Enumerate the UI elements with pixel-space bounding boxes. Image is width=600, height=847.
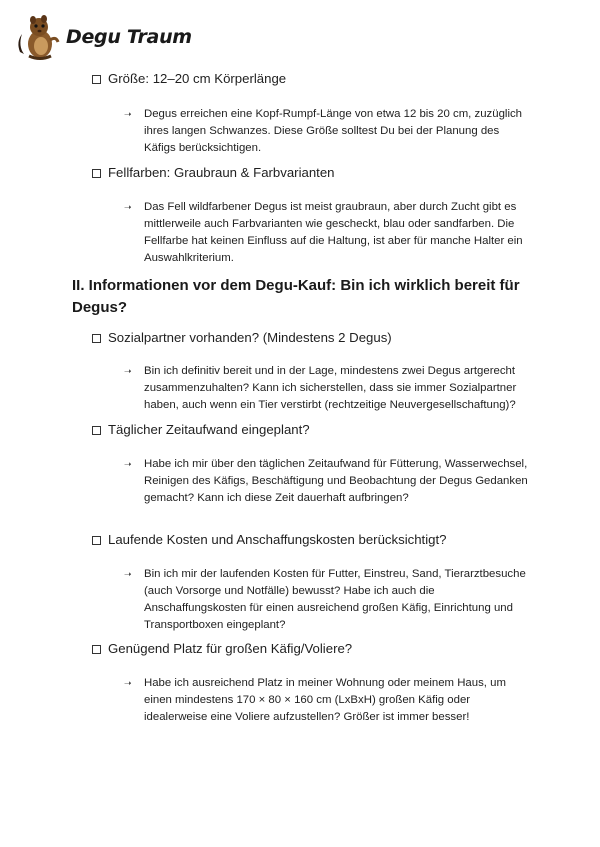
logo-text: Degu Traum bbox=[66, 26, 192, 48]
checklist-item bbox=[92, 329, 392, 347]
checkbox-icon[interactable] bbox=[92, 426, 101, 435]
checklist-item-label: Täglicher Zeitaufwand eingeplant? bbox=[108, 422, 310, 437]
arrow-bullet-icon: ➝ bbox=[124, 366, 132, 376]
arrow-bullet-icon: ➝ bbox=[124, 459, 132, 469]
detail-paragraph bbox=[124, 675, 534, 726]
arrow-bullet-icon: ➝ bbox=[124, 569, 132, 579]
degu-mascot-icon bbox=[14, 12, 64, 62]
detail-paragraph bbox=[124, 566, 534, 634]
detail-text: Habe ich ausreichend Platz in meiner Wohnung oder meinem Haus, um einen mindestens 170 × 80 × 160 cm (LxBxH) großen Käfig oder idealerweise eine Voliere aufzustellen? Größer ist immer besser! bbox=[144, 677, 506, 723]
checklist-item-label: Fellfarben: Graubraun & Farbvarianten bbox=[108, 165, 335, 180]
checklist-item-label: Genügend Platz für großen Käfig/Voliere? bbox=[108, 641, 353, 656]
detail-paragraph bbox=[124, 106, 534, 157]
checklist-item bbox=[92, 70, 286, 88]
arrow-bullet-icon: ➝ bbox=[124, 202, 132, 212]
checklist-item-label: Laufende Kosten und Anschaffungskosten berücksichtigt? bbox=[108, 532, 447, 547]
checkbox-icon[interactable] bbox=[92, 645, 101, 654]
checklist-item-label: Größe: 12–20 cm Körperlänge bbox=[108, 71, 287, 86]
detail-paragraph bbox=[124, 199, 534, 267]
detail-text: Degus erreichen eine Kopf-Rumpf-Länge von etwa 12 bis 20 cm, zuzüglich ihres langen Schwanzes. Diese Größe solltest Du bei der Planung des Käfigs berücksichtigen. bbox=[144, 108, 522, 154]
checkbox-icon[interactable] bbox=[92, 536, 101, 545]
detail-paragraph bbox=[124, 363, 534, 414]
arrow-bullet-icon: ➝ bbox=[124, 109, 132, 119]
checklist-item bbox=[92, 531, 446, 549]
detail-text: Das Fell wildfarbener Degus ist meist graubraun, aber durch Zucht gibt es mittlerweile auch Farbvarianten wie gescheckt, blau oder sandfarben. Die Fellfarbe hat keinen Einfluss auf die Haltung, ist aber für manche Halter ein Auswahlkriterium. bbox=[144, 201, 523, 264]
checkbox-icon[interactable] bbox=[92, 169, 101, 178]
header-logo bbox=[14, 12, 192, 62]
detail-text: Habe ich mir über den täglichen Zeitaufwand für Fütterung, Wasserwechsel, Reinigen des Käfigs, Beschäftigung und Beobachtung der Degus Gedanken gemacht? Kann ich diese Zeit dauerhaft aufbringen? bbox=[144, 458, 528, 504]
checklist-item bbox=[92, 421, 310, 439]
checklist-item bbox=[92, 164, 335, 182]
section-heading: II. Informationen vor dem Degu-Kauf: Bin ich wirklich bereit für Degus? bbox=[72, 277, 520, 316]
checklist-item bbox=[92, 640, 352, 658]
detail-text: Bin ich mir der laufenden Kosten für Futter, Einstreu, Sand, Tierarztbesuche (auch Vorsorge und Notfälle) bewusst? Habe ich auch die Anschaffungskosten für einen ausreichend großen Käfig, Einrichtung und Transportboxen eingeplant? bbox=[144, 568, 526, 631]
checklist-item-label: Sozialpartner vorhanden? (Mindestens 2 Degus) bbox=[108, 330, 392, 345]
detail-paragraph bbox=[124, 456, 534, 507]
checkbox-icon[interactable] bbox=[92, 334, 101, 343]
checkbox-icon[interactable] bbox=[92, 75, 101, 84]
detail-text: Bin ich definitiv bereit und in der Lage, mindestens zwei Degus artgerecht zusammenzuhalten? Kann ich sicherstellen, dass sie immer Sozialpartner haben, auch wenn ein Tier verstirbt (rechtzeitige Neuvergesellschaftung)? bbox=[144, 365, 517, 411]
arrow-bullet-icon: ➝ bbox=[124, 678, 132, 688]
